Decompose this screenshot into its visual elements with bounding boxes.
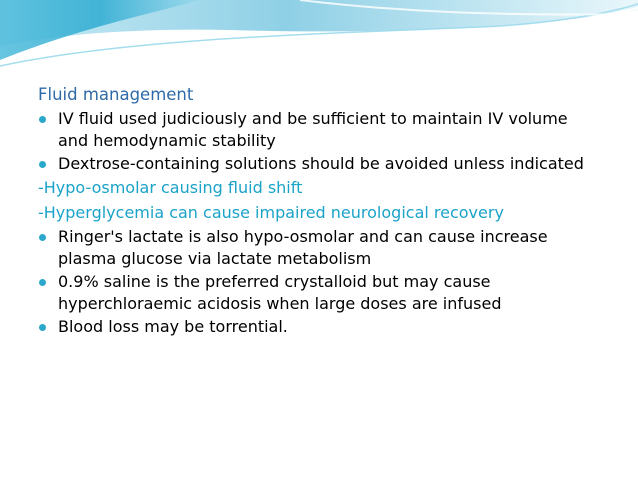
slide-heading: Fluid management [38,85,194,104]
bullet-text: Blood loss may be torrential. [58,317,288,336]
bullet-text: Ringer's lactate is also hypo-osmolar and can cause increase plasma glucose via lactate metabolism [58,227,548,268]
note-line: -Hyperglycemia can cause impaired neurological recovery [38,203,504,222]
bullet-item [38,108,598,152]
bullet-dot-icon [39,279,46,286]
bullet-item [38,271,598,315]
bullet-text: Dextrose-containing solutions should be avoided unless indicated [58,154,584,173]
bullet-item [38,316,598,338]
bullet-item [38,226,598,270]
bullet-dot-icon [39,116,46,123]
wave-decoration [0,0,638,80]
note-line: -Hypo-osmolar causing fluid shift [38,178,303,197]
bullet-dot-icon [39,324,46,331]
bullet-text: 0.9% saline is the preferred crystalloid but may cause hyperchloraemic acidosis when large doses are infused [58,272,502,313]
bullet-text: IV fluid used judiciously and be sufficient to maintain IV volume and hemodynamic stability [58,109,568,150]
slide-content [38,84,598,339]
bullet-dot-icon [39,161,46,168]
bullet-dot-icon [39,234,46,241]
bullet-item [38,153,598,175]
